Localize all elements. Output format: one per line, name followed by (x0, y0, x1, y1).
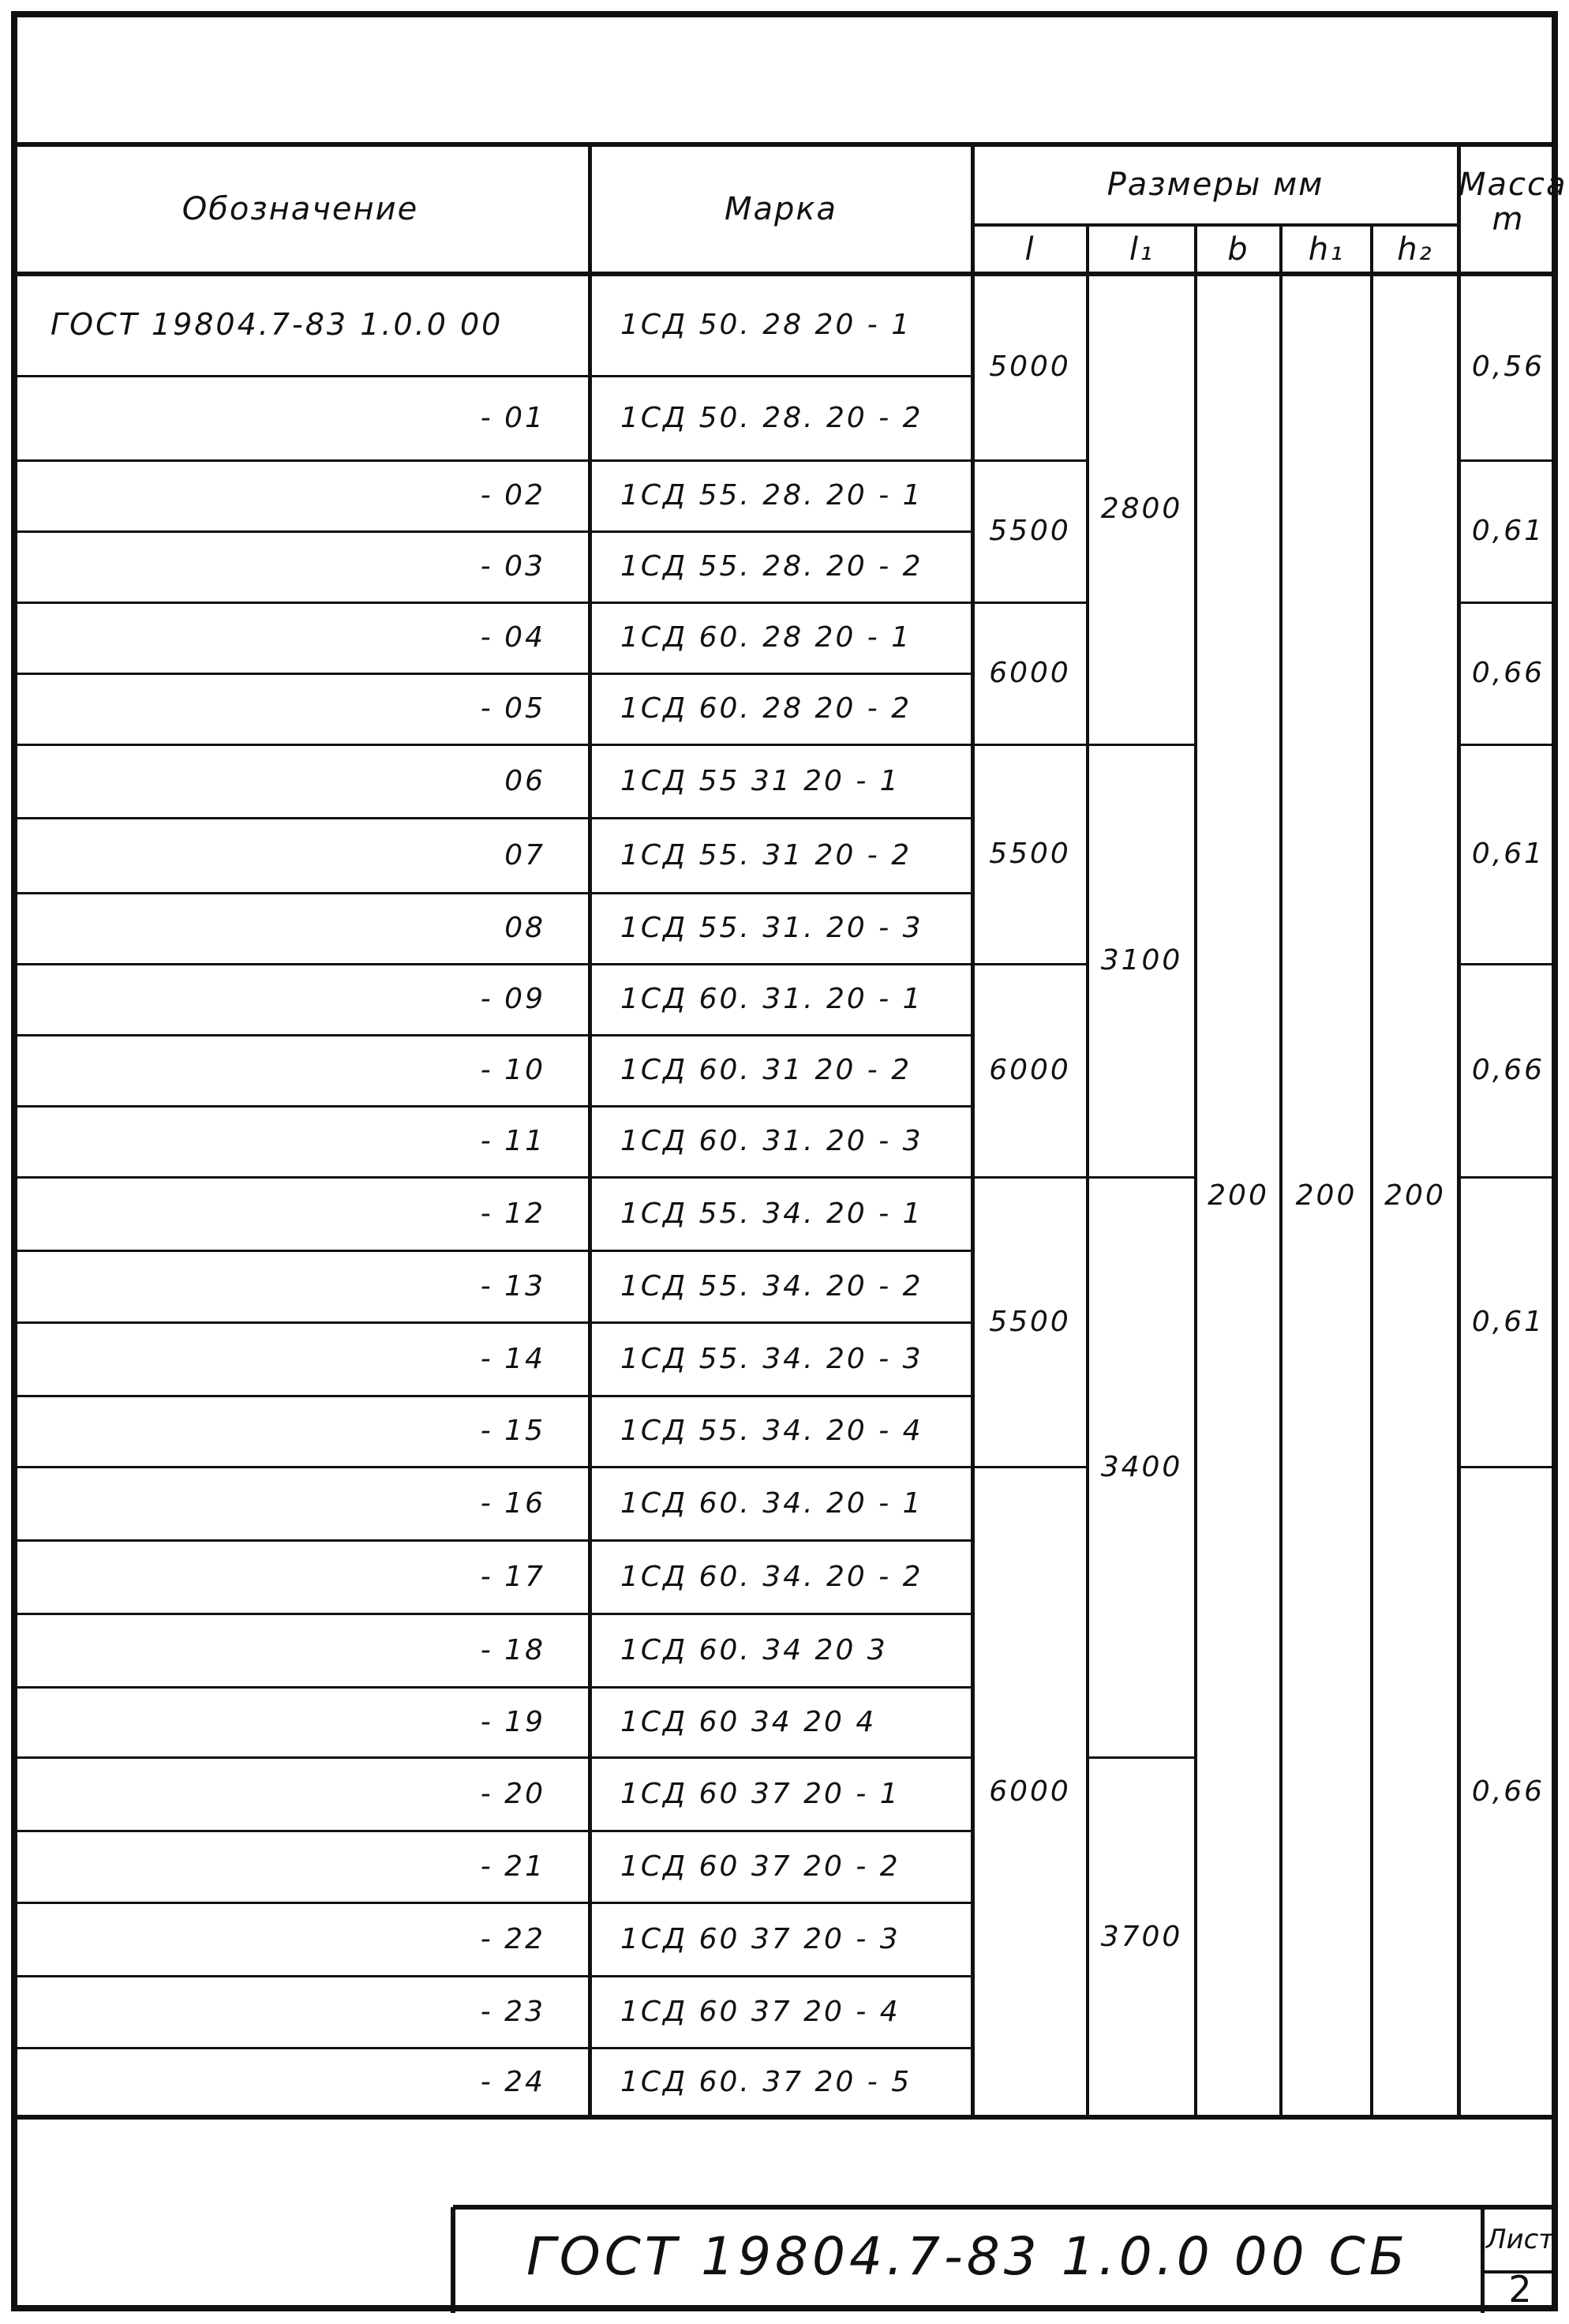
document-code: ГОСТ 19804.7-83 1.0.0 00 СБ (526, 2226, 1410, 2287)
row-mark: 1СД 55. 31. 20 - 3 (620, 912, 923, 944)
row-designation: - 19 (480, 1706, 545, 1738)
row-mark: 1СД 55. 34. 20 - 2 (620, 1270, 923, 1303)
length-l-cell: 5500 (989, 515, 1071, 547)
row-mark: 1СД 60. 28 20 - 1 (620, 621, 912, 654)
row-designation: - 15 (480, 1415, 545, 1447)
length-l-cell: 5500 (989, 1306, 1071, 1338)
header-mass: Масса (1459, 167, 1567, 203)
length-l-cell: 5500 (989, 838, 1071, 870)
row-mark: 1СД 60. 28 20 - 2 (620, 692, 912, 725)
header-col-h1: h₁ (1308, 231, 1345, 268)
length-l1-cell: 3400 (1100, 1451, 1183, 1483)
header-col-b: b (1227, 231, 1249, 268)
row-mark: 1СД 50. 28. 20 - 2 (620, 402, 923, 434)
length-l-cell: 6000 (989, 1775, 1071, 1808)
mass-cell: 0,56 (1471, 350, 1545, 383)
sheet-label: Лист (1485, 2224, 1555, 2255)
row-mark: 1СД 60. 34. 20 - 1 (620, 1487, 923, 1520)
row-designation: - 21 (480, 1850, 545, 1883)
mass-cell: 0,66 (1471, 657, 1545, 689)
row-designation: - 13 (480, 1270, 545, 1303)
row-mark: 1СД 60. 34. 20 - 2 (620, 1561, 923, 1593)
row-mark: 1СД 55. 34. 20 - 4 (620, 1415, 923, 1447)
header-mass-unit: m (1492, 201, 1525, 238)
row-mark: 1СД 55. 34. 20 - 3 (620, 1343, 923, 1375)
row-mark: 1СД 60. 31 20 - 2 (620, 1054, 912, 1086)
row-designation: - 04 (480, 621, 545, 654)
row-designation: - 24 (480, 2066, 545, 2098)
row-designation: - 01 (480, 402, 545, 434)
column-line (588, 144, 592, 2117)
row-designation: - 05 (480, 692, 545, 725)
mass-cell: 0,61 (1471, 838, 1545, 870)
length-l-cell: 6000 (989, 657, 1071, 689)
row-designation: 07 (504, 839, 545, 872)
row-designation: - 22 (480, 1923, 545, 1955)
row-mark: 1СД 60. 37 20 - 5 (620, 2066, 912, 2098)
row-designation: - 09 (480, 983, 545, 1015)
row-designation: - 10 (480, 1054, 545, 1086)
row-designation: - 12 (480, 1198, 545, 1230)
row-mark: 1СД 55. 31 20 - 2 (620, 839, 912, 872)
row-designation: - 23 (480, 1996, 545, 2028)
row-designation: - 02 (480, 479, 545, 512)
height-h1-cell: 200 (1295, 1179, 1357, 1212)
mass-cell: 0,61 (1471, 515, 1545, 547)
row-designation: - 14 (480, 1343, 545, 1375)
header-mark: Марка (724, 191, 838, 227)
header-col-l: l (1024, 231, 1035, 268)
row-mark: 1СД 55 31 20 - 1 (620, 765, 901, 797)
row-mark: 1СД 60 37 20 - 3 (620, 1923, 901, 1955)
width-b-cell: 200 (1208, 1179, 1269, 1212)
row-mark: 1СД 55. 28. 20 - 2 (620, 550, 923, 583)
row-mark: 1СД 55. 34. 20 - 1 (620, 1198, 923, 1230)
length-l1-cell: 2800 (1100, 493, 1183, 525)
row-mark: 1СД 60. 31. 20 - 3 (620, 1125, 923, 1157)
row-mark: 1СД 60 37 20 - 4 (620, 1996, 901, 2028)
row-designation: - 17 (480, 1561, 545, 1593)
length-l-cell: 5000 (989, 350, 1071, 383)
row-designation: - 11 (480, 1125, 545, 1157)
row-designation: - 18 (480, 1634, 545, 1666)
length-l1-cell: 3100 (1100, 944, 1183, 976)
height-h2-cell: 200 (1384, 1179, 1446, 1212)
row-mark: 1СД 50. 28 20 - 1 (620, 309, 912, 341)
length-l-cell: 6000 (989, 1054, 1071, 1086)
header-col-l1: l₁ (1129, 231, 1155, 268)
row-mark: 1СД 60 37 20 - 1 (620, 1778, 901, 1810)
length-l1-cell: 3700 (1100, 1921, 1183, 1953)
row-mark: 1СД 55. 28. 20 - 1 (620, 479, 923, 512)
header-col-h2: h₂ (1397, 231, 1433, 268)
row-designation: 08 (504, 912, 545, 944)
header-dimensions: Размеры мм (1107, 167, 1324, 203)
row-mark: 1СД 60. 31. 20 - 1 (620, 983, 923, 1015)
mass-cell: 0,61 (1471, 1306, 1545, 1338)
sheet-number: 2 (1508, 2268, 1532, 2311)
mass-cell: 0,66 (1471, 1054, 1545, 1086)
row-designation: - 16 (480, 1487, 545, 1520)
row-designation: 06 (504, 765, 545, 797)
row-mark: 1СД 60 34 20 4 (620, 1706, 877, 1738)
mass-cell: 0,66 (1471, 1775, 1545, 1808)
row-designation: - 20 (480, 1778, 545, 1810)
row-designation: ГОСТ 19804.7-83 1.0.0 00 (51, 307, 504, 342)
row-mark: 1СД 60. 34 20 3 (620, 1634, 888, 1666)
header-designation: Обозначение (182, 191, 419, 227)
row-mark: 1СД 60 37 20 - 2 (620, 1850, 901, 1883)
row-designation: - 03 (480, 550, 545, 583)
